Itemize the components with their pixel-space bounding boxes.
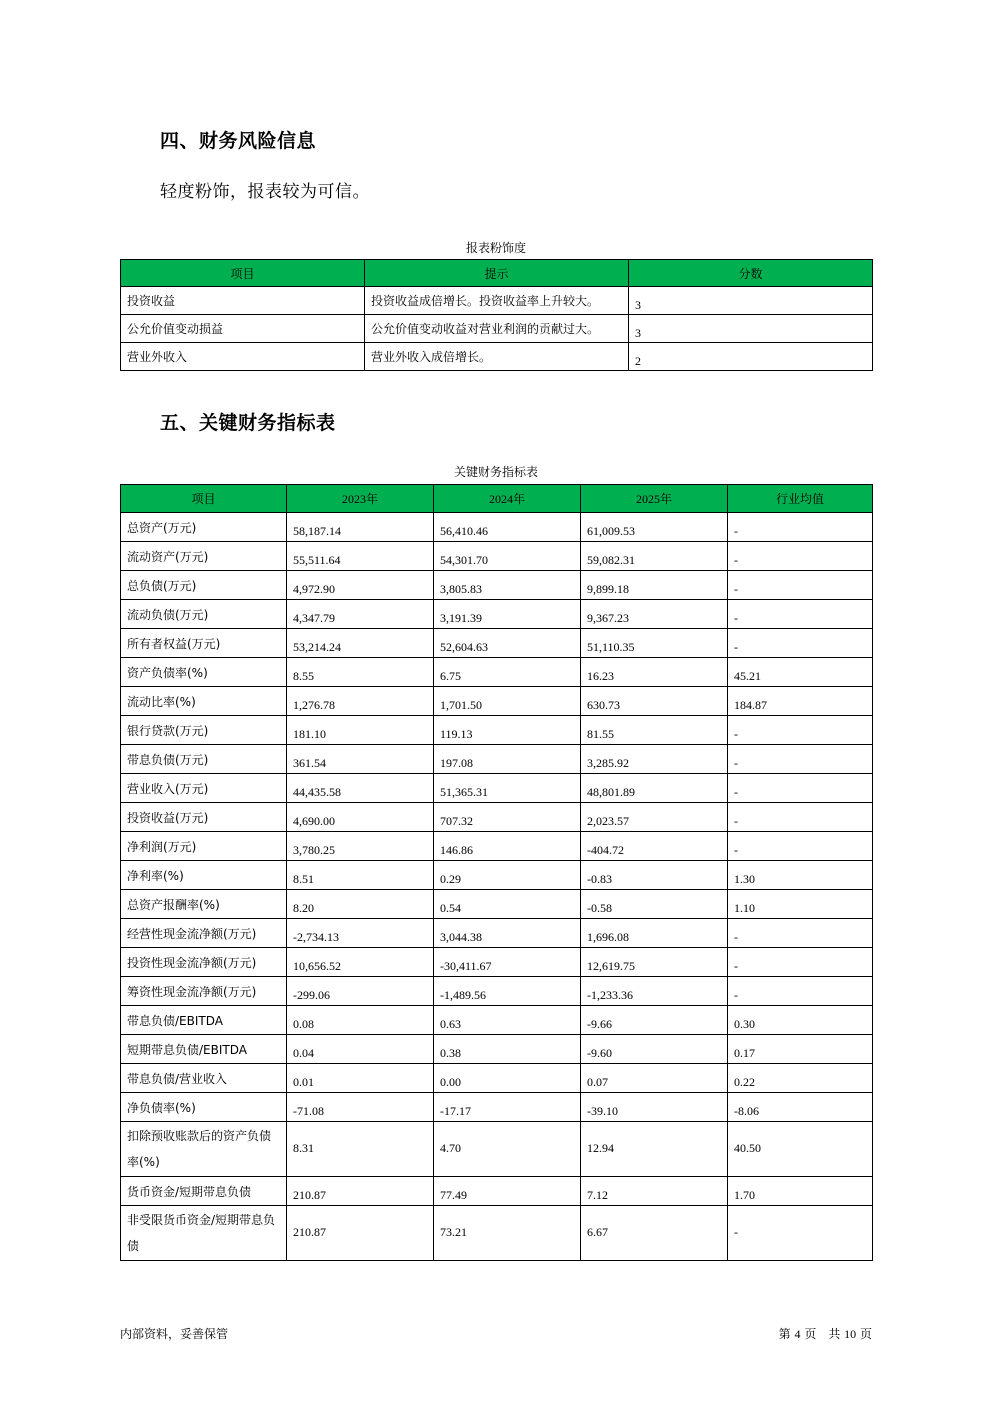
value-2023-cell: -71.08 [287,1093,434,1122]
header-cell: 提示 [365,260,629,287]
value-2024-cell: 52,604.63 [434,629,581,658]
value-2024-cell: 707.32 [434,803,581,832]
value-2023-cell: 8.51 [287,861,434,890]
table-row [121,343,873,371]
metric-name-cell: 带息负债(万元) [121,745,287,774]
page-total: 10 [844,1327,857,1341]
value-2023-cell: 3,780.25 [287,832,434,861]
industry-avg-cell: - [728,571,873,600]
metric-name-cell: 银行贷款(万元) [121,716,287,745]
value-2023-cell: 4,972.90 [287,571,434,600]
industry-avg-cell: - [728,600,873,629]
value-2023-cell: 1,276.78 [287,687,434,716]
table-row [121,1035,873,1064]
table-row [121,745,873,774]
industry-avg-cell: 1.10 [728,890,873,919]
value-2025-cell: -404.72 [581,832,728,861]
table-row [121,1122,873,1177]
value-2025-cell: 16.23 [581,658,728,687]
value-2025-cell: 59,082.31 [581,542,728,571]
hint-cell: 投资收益成倍增长。投资收益率上升较大。 [365,287,629,315]
value-2025-cell: 51,110.35 [581,629,728,658]
value-2023-cell: 55,511.64 [287,542,434,571]
whitewash-table-caption: 报表粉饰度 [465,241,526,255]
value-2024-cell: -1,489.56 [434,977,581,1006]
table-row [121,716,873,745]
value-2024-cell: 0.63 [434,1006,581,1035]
value-2025-cell: 1,696.08 [581,919,728,948]
value-2024-cell: 146.86 [434,832,581,861]
value-2024-cell: 6.75 [434,658,581,687]
value-2025-cell: 81.55 [581,716,728,745]
industry-avg-cell: - [728,977,873,1006]
table-row [121,513,873,542]
table-row [121,1177,873,1206]
metric-name-cell: 总负债(万元) [121,571,287,600]
industry-avg-cell: - [728,948,873,977]
value-2024-cell: 3,805.83 [434,571,581,600]
value-2023-cell: 181.10 [287,716,434,745]
metric-name-cell: 流动资产(万元) [121,542,287,571]
industry-avg-cell: - [728,774,873,803]
industry-avg-cell: 40.50 [728,1122,873,1177]
industry-avg-cell: - [728,629,873,658]
table-row [121,629,873,658]
value-2025-cell: -39.10 [581,1093,728,1122]
metric-name-cell: 净利率(%) [121,861,287,890]
table-row [121,774,873,803]
section-4-title: 四、财务风险信息 [160,130,317,152]
value-2023-cell: 0.01 [287,1064,434,1093]
header-cell: 行业均值 [728,485,873,513]
table-row [121,803,873,832]
header-cell: 2025年 [581,485,728,513]
table-row [121,571,873,600]
value-2024-cell: 0.00 [434,1064,581,1093]
table-header-row [121,260,873,287]
value-2023-cell: 210.87 [287,1206,434,1261]
key-metrics-table [120,484,873,1261]
value-2024-cell: 0.54 [434,890,581,919]
value-2025-cell: -9.66 [581,1006,728,1035]
industry-avg-cell: - [728,803,873,832]
value-2024-cell: 54,301.70 [434,542,581,571]
metric-name-cell: 筹资性现金流净额(万元) [121,977,287,1006]
value-2024-cell: 3,044.38 [434,919,581,948]
table-row [121,600,873,629]
value-2025-cell: -0.58 [581,890,728,919]
table-row [121,1064,873,1093]
value-2025-cell: -1,233.36 [581,977,728,1006]
header-cell: 项目 [121,485,287,513]
value-2024-cell: 119.13 [434,716,581,745]
value-2025-cell: 9,899.18 [581,571,728,600]
table-row [121,542,873,571]
table-row [121,977,873,1006]
table-row [121,861,873,890]
metric-name-cell: 非受限货币资金/短期带息负债 [121,1206,287,1261]
metric-name-cell: 投资性现金流净额(万元) [121,948,287,977]
table-row [121,1093,873,1122]
value-2025-cell: 3,285.92 [581,745,728,774]
table-header-row [121,485,873,513]
item-cell: 公允价值变动损益 [121,315,365,343]
footer-page-number [779,1325,872,1342]
value-2024-cell: 77.49 [434,1177,581,1206]
value-2024-cell: -17.17 [434,1093,581,1122]
hint-cell: 营业外收入成倍增长。 [365,343,629,371]
hint-cell: 公允价值变动收益对营业利润的贡献过大。 [365,315,629,343]
metric-name-cell: 营业收入(万元) [121,774,287,803]
value-2025-cell: 12.94 [581,1122,728,1177]
industry-avg-cell: - [728,716,873,745]
value-2024-cell: 0.29 [434,861,581,890]
table-row [121,919,873,948]
metric-name-cell: 所有者权益(万元) [121,629,287,658]
metric-name-cell: 流动比率(%) [121,687,287,716]
metric-name-cell: 带息负债/EBITDA [121,1006,287,1035]
table-row [121,315,873,343]
value-2024-cell: 0.38 [434,1035,581,1064]
value-2024-cell: 56,410.46 [434,513,581,542]
value-2023-cell: 4,690.00 [287,803,434,832]
table-row [121,658,873,687]
industry-avg-cell: - [728,1206,873,1261]
header-cell: 2024年 [434,485,581,513]
metric-name-cell: 流动负债(万元) [121,600,287,629]
table-row [121,890,873,919]
table-row [121,948,873,977]
table-row [121,687,873,716]
metric-name-cell: 经营性现金流净额(万元) [121,919,287,948]
value-2025-cell: -9.60 [581,1035,728,1064]
page-suffix: 页 [859,1327,872,1341]
value-2024-cell: -30,411.67 [434,948,581,977]
value-2023-cell: 4,347.79 [287,600,434,629]
section-5-title: 五、关键财务指标表 [160,412,336,434]
item-cell: 投资收益 [121,287,365,315]
value-2023-cell: -2,734.13 [287,919,434,948]
table-row [121,287,873,315]
metric-name-cell: 总资产报酬率(%) [121,890,287,919]
score-cell: 3 [629,287,873,315]
page-mid: 页 共 [804,1327,841,1341]
metric-name-cell: 资产负债率(%) [121,658,287,687]
value-2025-cell: -0.83 [581,861,728,890]
industry-avg-cell: 0.22 [728,1064,873,1093]
value-2023-cell: 8.55 [287,658,434,687]
industry-avg-cell: 45.21 [728,658,873,687]
score-cell: 3 [629,315,873,343]
value-2025-cell: 9,367.23 [581,600,728,629]
table-row [121,1006,873,1035]
value-2023-cell: 8.20 [287,890,434,919]
value-2025-cell: 0.07 [581,1064,728,1093]
industry-avg-cell: - [728,513,873,542]
value-2024-cell: 1,701.50 [434,687,581,716]
footer-confidential: 内部资料，妥善保管 [120,1327,229,1341]
metric-name-cell: 带息负债/营业收入 [121,1064,287,1093]
value-2025-cell: 6.67 [581,1206,728,1261]
industry-avg-cell: - [728,745,873,774]
value-2023-cell: 210.87 [287,1177,434,1206]
value-2025-cell: 630.73 [581,687,728,716]
value-2024-cell: 73.21 [434,1206,581,1261]
page-current: 4 [794,1327,801,1341]
header-cell: 项目 [121,260,365,287]
metric-name-cell: 净利润(万元) [121,832,287,861]
value-2025-cell: 48,801.89 [581,774,728,803]
table-row [121,832,873,861]
industry-avg-cell: 0.17 [728,1035,873,1064]
risk-summary: 轻度粉饰，报表较为可信。 [160,182,370,202]
whitewash-table [120,259,873,371]
value-2024-cell: 4.70 [434,1122,581,1177]
value-2025-cell: 7.12 [581,1177,728,1206]
header-cell: 分数 [629,260,873,287]
industry-avg-cell: -8.06 [728,1093,873,1122]
key-metrics-table-caption: 关键财务指标表 [453,465,538,479]
value-2023-cell: 0.08 [287,1006,434,1035]
value-2023-cell: 0.04 [287,1035,434,1064]
metric-name-cell: 投资收益(万元) [121,803,287,832]
value-2024-cell: 197.08 [434,745,581,774]
metric-name-cell: 扣除预收账款后的资产负债率(%) [121,1122,287,1177]
value-2025-cell: 61,009.53 [581,513,728,542]
value-2023-cell: 8.31 [287,1122,434,1177]
metric-name-cell: 短期带息负债/EBITDA [121,1035,287,1064]
value-2023-cell: 58,187.14 [287,513,434,542]
header-cell: 2023年 [287,485,434,513]
value-2023-cell: 44,435.58 [287,774,434,803]
table-row [121,1206,873,1261]
score-cell: 2 [629,343,873,371]
industry-avg-cell: 0.30 [728,1006,873,1035]
industry-avg-cell: 1.30 [728,861,873,890]
value-2023-cell: -299.06 [287,977,434,1006]
page-prefix: 第 [778,1327,791,1341]
value-2025-cell: 2,023.57 [581,803,728,832]
value-2024-cell: 51,365.31 [434,774,581,803]
industry-avg-cell: - [728,919,873,948]
metric-name-cell: 净负债率(%) [121,1093,287,1122]
industry-avg-cell: - [728,542,873,571]
value-2025-cell: 12,619.75 [581,948,728,977]
item-cell: 营业外收入 [121,343,365,371]
value-2023-cell: 53,214.24 [287,629,434,658]
metric-name-cell: 总资产(万元) [121,513,287,542]
industry-avg-cell: 1.70 [728,1177,873,1206]
metric-name-cell: 货币资金/短期带息负债 [121,1177,287,1206]
industry-avg-cell: - [728,832,873,861]
value-2023-cell: 361.54 [287,745,434,774]
industry-avg-cell: 184.87 [728,687,873,716]
value-2023-cell: 10,656.52 [287,948,434,977]
value-2024-cell: 3,191.39 [434,600,581,629]
